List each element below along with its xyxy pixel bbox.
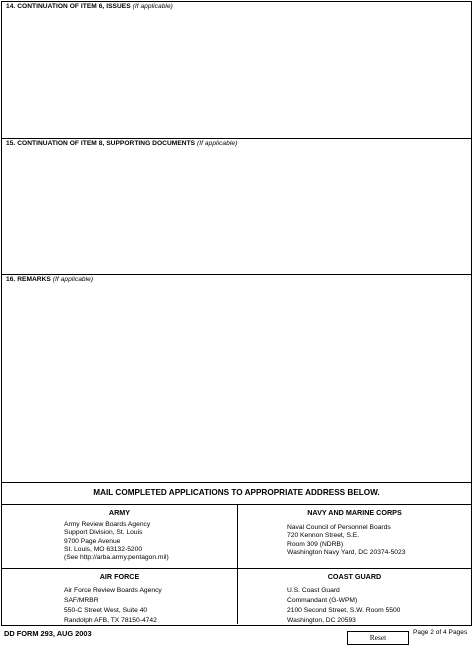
item-14-issues-field[interactable]	[2, 2, 471, 139]
page-number: Page 2 of 4 Pages	[413, 629, 468, 636]
coast-guard-address-box	[238, 568, 471, 624]
item-15-label: 15. CONTINUATION OF ITEM 8, SUPPORTING DOCUMENTS (If applicable)	[6, 140, 238, 147]
mail-heading: MAIL COMPLETED APPLICATIONS TO APPROPRIATE ADDRESS BELOW.	[93, 488, 380, 497]
item-14-label: 14. CONTINUATION OF ITEM 6, ISSUES (If applicable)	[6, 3, 173, 10]
item-15-documents-field[interactable]	[2, 139, 471, 275]
army-address: Army Review Boards Agency Support Division, St. Louis 9700 Page Avenue St. Louis, MO 63132-5200 (See http://arba.army.pentagon.mil)	[64, 521, 169, 562]
reset-button[interactable]: Reset	[347, 631, 409, 645]
coast-guard-title: COAST GUARD	[327, 572, 382, 581]
navy-title: NAVY AND MARINE CORPS	[307, 508, 402, 517]
item-16-label: 16. REMARKS (If applicable)	[6, 276, 94, 283]
form-identifier: DD FORM 293, AUG 2003	[4, 629, 92, 638]
army-address-box	[2, 504, 238, 568]
form-page	[1, 1, 472, 626]
air-force-title: AIR FORCE	[99, 572, 140, 581]
coast-guard-address: U.S. Coast Guard Commandant (G-WPM) 2100 Second Street, S.W. Room 5500 Washington, DC 20593	[287, 587, 401, 624]
army-title: ARMY	[108, 508, 131, 517]
mail-addresses-section	[2, 483, 471, 625]
navy-address: Naval Council of Personnel Boards 720 Kennon Street, S.E. Room 309 (NDRB) Washington Navy Yard, DC 20374-5023	[287, 524, 406, 556]
air-force-address-box	[2, 568, 238, 624]
air-force-address: Air Force Review Boards Agency SAF/MRBR 550-C Street West, Suite 40 Randolph AFB, TX 78150-4742	[64, 587, 162, 624]
navy-address-box	[238, 504, 471, 568]
item-16-remarks-field[interactable]	[2, 275, 471, 483]
